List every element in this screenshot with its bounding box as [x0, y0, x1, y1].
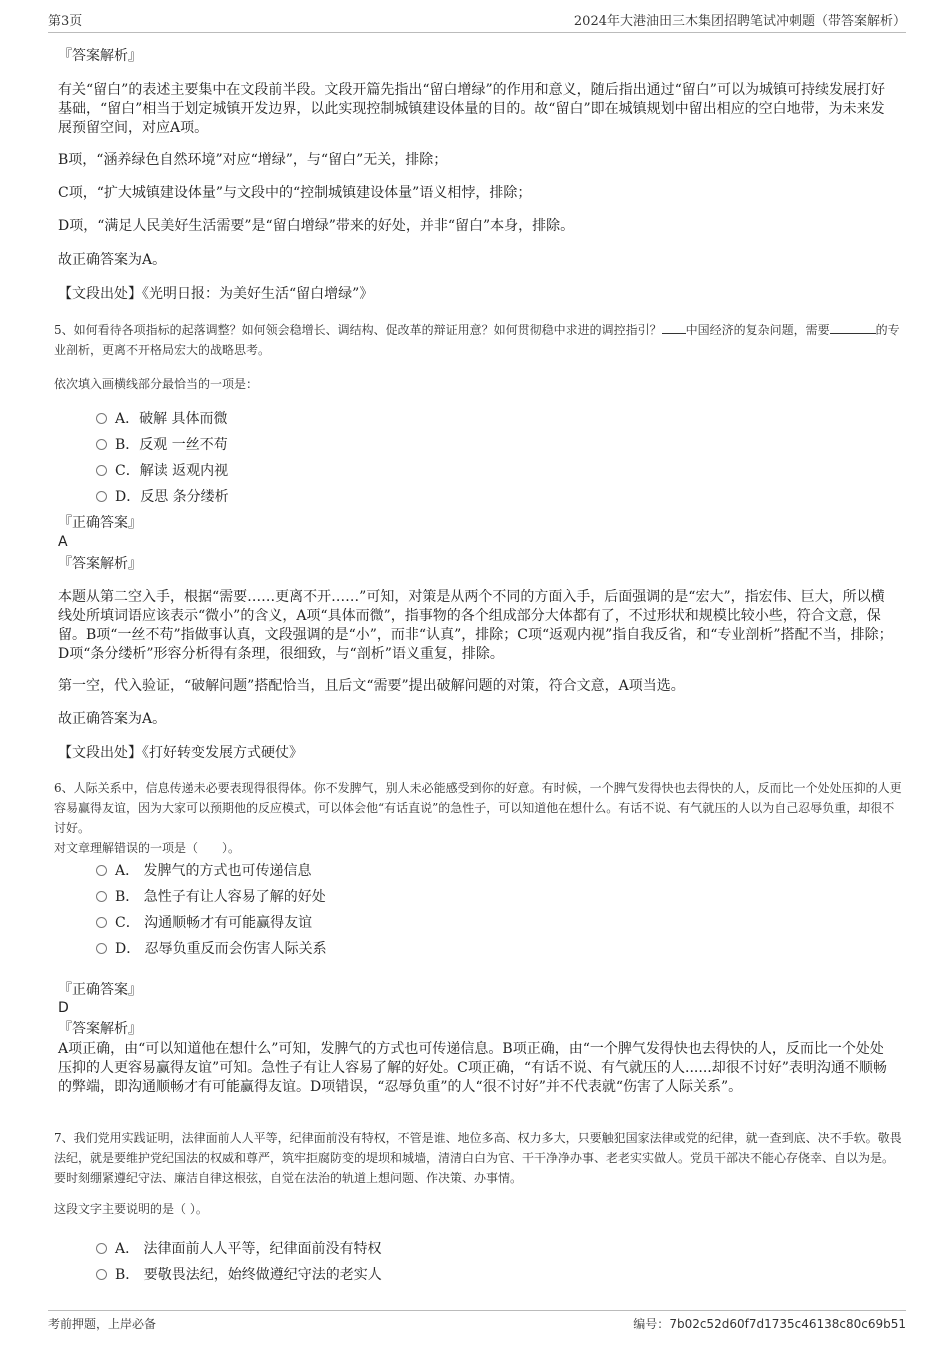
q6-analysis-p1: A项正确，由“可以知道他在想什么”可知，发脾气的方式也可传递信息。B项正确，由“一个脾气发得快也去得快的人，反而比一个处处压抑的人更容易赢得友谊”可知。急性子有让人容易了解的好处。C项正确，“有话不说、有气就压的人......却很不讨好”表明沟通不顺畅的弊端，即沟通顺畅才有可能赢得友谊。D项错误，“忍辱负重”的人“很不讨好”并不代表就“伤害了人际关系”。 — [58, 1041, 887, 1095]
q7-option-b[interactable]: B． 要敬畏法纪，始终做遵纪守法的老实人 — [96, 1265, 382, 1285]
footer-code — [633, 1315, 906, 1332]
q5-analysis-p2: 第一空，代入验证，“破解问题”搭配恰当，且后文“需要”提出破解问题的对策，符合文意，A项当选。 — [58, 678, 685, 694]
q5-source: 【文段出处】《打好转变发展方式硬仗》 — [58, 745, 303, 761]
page-footer — [48, 1310, 906, 1341]
radio-icon[interactable] — [96, 891, 107, 902]
q7-stem: 7、我们党用实践证明，法律面前人人平等，纪律面前没有特权，不管是谁、地位多高、权力多大，只要触犯国家法律或党的纪律，就一查到底、决不手软。敬畏法纪，就是要维护党纪国法的权威和尊严，筑牢拒腐防变的堤坝和城墙，清清白白为官、干干净净办事、老老实实做人。党员干部决不能心存侥幸、自以为是。要时刻绷紧遵纪守法、廉洁自律这根弦，自觉在法治的轨道上想问题、作决策、办事情。 — [54, 1131, 902, 1185]
radio-icon[interactable] — [96, 439, 107, 450]
footer-code-label: 编号： — [633, 1317, 670, 1331]
radio-icon[interactable] — [96, 1269, 107, 1280]
radio-icon[interactable] — [96, 1243, 107, 1254]
q5-analysis-p3: 故正确答案为A。 — [58, 711, 167, 727]
page-number: 第3页 — [48, 14, 83, 29]
q4-source: 【文段出处】《光明日报：为美好生活“留白增绿”》 — [58, 286, 374, 302]
radio-icon[interactable] — [96, 491, 107, 502]
q6-analysis-label: 『答案解析』 — [58, 1021, 142, 1037]
q6-option-d[interactable]: D． 忍辱负重反而会伤害人际关系 — [96, 939, 327, 959]
q6-option-a[interactable]: A． 发脾气的方式也可传递信息 — [96, 861, 312, 881]
q5-option-c[interactable]: C．解读 返观内视 — [96, 461, 228, 481]
q5-analysis-p1: 本题从第二空入手，根据“需要……更离不开……”可知，对策是从两个不同的方面入手，后面强调的是“宏大”，指宏伟、巨大，所以横线处所填词语应该表示“微小”的含义，A项“具体而微”，指事物的各个组成部分大体都有了，不过形状和规模比较小些，符合文意，保留。B项“一丝不苟”指做事认真，文段强调的是“小”，而非“认真”，排除；C项“返观内视”指自我反省，和“专业剖析”搭配不当，排除；D项“条分缕析”形容分析得有条理，很细致，与“剖析”语义重复，排除。 — [58, 589, 893, 662]
q5-correct-label: 『正确答案』 — [58, 515, 142, 531]
q4-analysis-p5: 故正确答案为A。 — [58, 252, 167, 268]
q5-option-a[interactable]: A．破解 具体而微 — [96, 409, 228, 429]
q6-option-c[interactable]: C． 沟通顺畅才有可能赢得友谊 — [96, 913, 312, 933]
q7-option-a[interactable]: A． 法律面前人人平等，纪律面前没有特权 — [96, 1239, 382, 1259]
q6-answer: D — [58, 1000, 69, 1016]
footer-code-value: 7b02c52d60f7d1735c46138c80c69b51 — [669, 1317, 906, 1331]
radio-icon[interactable] — [96, 917, 107, 928]
q4-analysis-p3: C项，“扩大城镇建设体量”与文段中的“控制城镇建设体量”语义相悖，排除； — [58, 185, 532, 201]
q7-prompt: 这段文字主要说明的是（ ）。 — [54, 1202, 208, 1216]
q6-option-b[interactable]: B． 急性子有让人容易了解的好处 — [96, 887, 326, 907]
q5-option-d[interactable]: D．反思 条分缕析 — [96, 487, 229, 507]
q4-analysis-p1: 有关“留白”的表述主要集中在文段前半段。文段开篇先指出“留白增绿”的作用和意义，随后指出通过“留白”可以为城镇可持续发展打好基础，“留白”相当于划定城镇开发边界，以此实现控制城镇建设体量的目的。故“留白”即在城镇规划中留出相应的空白地带，为未来发展预留空间，对应A项。 — [58, 82, 885, 136]
radio-icon[interactable] — [96, 413, 107, 424]
q4-analysis-p4: D项，“满足人民美好生活需要”是“留白增绿”带来的好处，并非“留白”本身，排除。 — [58, 218, 575, 234]
q4-analysis-p2: B项，“涵养绿色自然环境”对应“增绿”，与“留白”无关，排除； — [58, 152, 448, 168]
q4-analysis-label: 『答案解析』 — [58, 48, 142, 64]
q6-correct-label: 『正确答案』 — [58, 982, 142, 998]
radio-icon[interactable] — [96, 865, 107, 876]
footer-slogan: 考前押题，上岸必备 — [48, 1317, 157, 1331]
document-title: 2024年大港油田三木集团招聘笔试冲刺题（带答案解析） — [573, 14, 906, 29]
q5-prompt: 依次填入画横线部分最恰当的一项是： — [54, 377, 259, 391]
q6-stem: 6、人际关系中，信息传递未必要表现得很得体。你不发脾气，别人未必能感受到你的好意。有时候，一个脾气发得快也去得快的人，反而比一个处处压抑的人更容易赢得友谊，因为大家可以预期他的反应模式，可以体会他“有话直说”的急性子，可以知道他在想什么。有话不说、有气就压的人以为自己忍辱负重，却很不讨好。 — [54, 781, 902, 835]
radio-icon[interactable] — [96, 465, 107, 476]
q6-prompt: 对文章理解错误的一项是（ ）。 — [54, 841, 241, 855]
radio-icon[interactable] — [96, 943, 107, 954]
q5-analysis-label: 『答案解析』 — [58, 556, 142, 572]
q5-stem: 5、如何看待各项指标的起落调整？如何领会稳增长、调结构、促改革的辩证用意？如何贯彻稳中求进的调控指引？ 中国经济的复杂问题，需要 的专业剖析，更离不开格局宏大的战略思考。 — [54, 323, 900, 357]
q5-answer: A — [58, 534, 68, 550]
q5-option-b[interactable]: B．反观 一丝不苟 — [96, 435, 228, 455]
page-header — [48, 8, 906, 33]
